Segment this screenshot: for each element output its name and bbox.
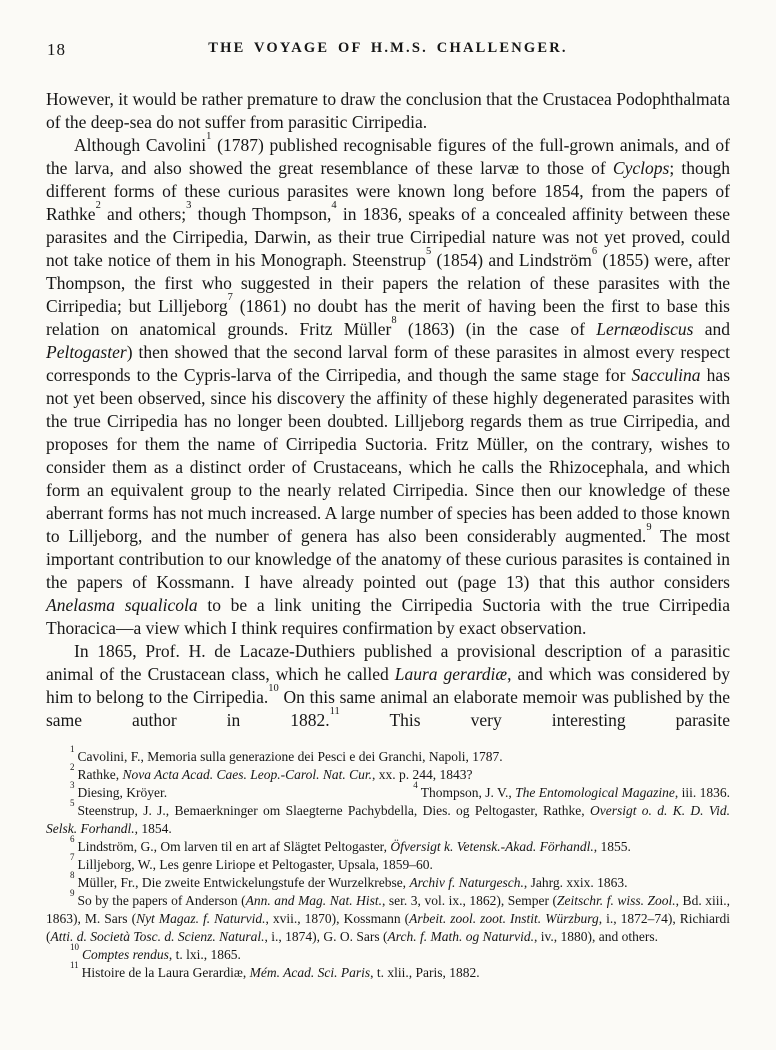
italic-text: Laura gerardiæ	[394, 664, 508, 684]
footnote-6	[70, 833, 631, 854]
page-header	[0, 0, 776, 64]
text-run: (1854) and Lindström	[431, 250, 592, 270]
italic-text: Arch. f. Math. og Naturvid.	[387, 929, 534, 944]
italic-text: Mém. Acad. Sci. Paris	[249, 965, 371, 980]
footnote-11	[70, 959, 480, 980]
footnote-10	[70, 941, 241, 962]
footnote-number: 8	[70, 869, 75, 880]
text-run: So by the papers of Anderson (	[77, 893, 246, 908]
italic-text: Anelasma squalicola	[46, 595, 198, 615]
text-run: and others;	[100, 204, 187, 224]
italic-text: Atti. d. Società Tosc. d. Scienz. Natural.	[50, 929, 265, 944]
text-run: In 1865, Prof. H. de Lacaze-Duthiers published a provisional description of a parasitic animal of the Crustacean class, which he called	[46, 641, 730, 684]
text-run: though Thompson,	[191, 204, 332, 224]
footnote-4	[413, 779, 730, 802]
text-run: Thompson, J. V.,	[420, 785, 516, 800]
footnote-number: 7	[70, 851, 75, 862]
text-run: Diesing, Kröyer.	[77, 785, 168, 800]
text-run: (1863) (in the case of	[396, 319, 597, 339]
footnote-number: 6	[70, 833, 75, 844]
text-run: , Jahrg. xxix. 1863.	[523, 875, 628, 890]
footnote-number: 3	[70, 779, 75, 790]
footnote-number: 9	[70, 887, 75, 898]
italic-text: Sacculina	[631, 365, 701, 385]
text-run: in 1836, speaks of a concealed affinity between these parasites and the Cirripedia, Darwin, as their true Cirripedial nature was not yet proved, could not take notice of them in his Monograph. Steenstrup	[46, 204, 730, 270]
text-run: (1861) no doubt has the merit of having been the first to base this relation on anatomical grounds. Fritz Müller	[46, 296, 730, 339]
text-run: Lilljeborg, W., Les genre Liriope et Peltogaster, Upsala, 1859–60.	[77, 857, 433, 872]
footnotes-section	[0, 743, 776, 982]
italic-text: Lernæodiscus	[596, 319, 694, 339]
text-run: , 1855.	[593, 839, 631, 854]
italic-text: The Entomological Magazine	[515, 785, 675, 800]
text-run: (1855) were, after Thompson, the first who suggested in their papers the relation of these parasites with the Cirripedia; but Lilljeborg	[46, 250, 731, 316]
page-number: 18	[47, 40, 66, 59]
italic-text: Nyt Magaz. f. Naturvid.	[136, 911, 266, 926]
text-run: This very interesting parasite	[339, 710, 730, 730]
text-run: and	[693, 319, 730, 339]
footnote-ref: 11	[329, 706, 340, 718]
footnote-number: 4	[413, 779, 418, 790]
text-run: However, it would be rather premature to draw the conclusion that the Crustacea Podophthalmata of the deep-sea do not suffer from parasitic Cirripedia.	[46, 89, 730, 132]
footnote-ref: 3	[186, 200, 192, 212]
text-run: ; though different forms of these curious parasites were known long before 1854, from the papers of Rathke	[46, 158, 730, 224]
footnote-row	[46, 869, 730, 892]
footnote-ref: 2	[95, 200, 101, 212]
italic-text: Arbeit. zool. zoot. Instit. Würzburg	[409, 911, 599, 926]
text-run: Müller, Fr., Die zweite Entwickelungstufe der Wurzelkrebse,	[77, 875, 410, 890]
text-run: , 1854.	[134, 821, 172, 836]
footnote-row	[46, 743, 730, 766]
footnote-1	[70, 743, 503, 764]
footnote-number: 2	[70, 761, 75, 772]
footnote-9	[46, 887, 731, 944]
text-run: , xvii., 1870), Kossmann (	[265, 911, 410, 926]
footnote-ref: 6	[591, 246, 598, 258]
italic-text: Oversigt o. d. K. D. Vid. Selsk. Forhandl.	[46, 803, 730, 836]
text-run: (1787) published recognisable figures of the full-grown animals, and of the larva, and also showed the great resemblance of these larvæ to those of	[46, 135, 731, 178]
text-run: , i., 1874), G. O. Sars (	[264, 929, 388, 944]
paragraph-2	[46, 131, 731, 640]
text-run: Although Cavolini	[74, 135, 207, 155]
paragraph-3	[46, 640, 730, 732]
text-run: , t. xlii., Paris, 1882.	[370, 965, 480, 980]
italic-text: Peltogaster	[46, 342, 127, 362]
text-run: Steenstrup, J. J., Bemaerkninger om Slaegterne Pachybdella, Dies. og Peltogaster, Rathke,	[77, 803, 590, 818]
footnote-number: 10	[70, 941, 79, 952]
footnote-row	[46, 887, 731, 946]
footnote-row	[46, 761, 730, 784]
footnote-5	[46, 797, 730, 836]
footnote-7	[70, 851, 433, 872]
footnote-8	[70, 869, 628, 890]
text-run: , iii. 1836.	[674, 785, 730, 800]
italic-text: Comptes rendus	[82, 947, 169, 962]
footnote-ref: 8	[391, 315, 397, 327]
footnote-row	[46, 941, 730, 964]
paragraph-1	[46, 88, 730, 134]
text-run: to be a link uniting the Cirripedia Suctoria with the true Cirripedia Thoracica—a view which I think requires confirmation by exact observation.	[46, 595, 730, 638]
running-title: THE VOYAGE OF H.M.S. CHALLENGER.	[208, 40, 568, 56]
text-run: has not yet been observed, since his discovery the affinity of these highly degenerated parasites with the true Cirripedia has no longer been doubted. Lilljeborg regards them as true Cirripedia, and proposes for them the name of Cirripedia Suctoria. Fritz Müller, on the contrary, wishes to consider them as a distinct order of Crustaceans, which he calls the Rhizocephala, and which form an equivalent group to the nearly related Cirripedia. Since then our knowledge of these aberrant forms has not much increased. A large number of species has been added to those known to Lilljeborg, and the number of genera has also been considerably augmented.	[46, 365, 731, 546]
text-run: , Bd. xiii., 1863), M. Sars (	[46, 893, 730, 926]
italic-text: Nova Acta Acad. Caes. Leop.-Carol. Nat. Cur.	[122, 767, 373, 782]
text-run: On this same animal an elaborate memoir was published by the same author in 1882.	[46, 687, 730, 730]
footnote-ref: 5	[425, 246, 432, 258]
text-run: Histoire de la Laura Gerardiæ,	[81, 965, 250, 980]
footnote-ref: 1	[206, 131, 212, 143]
footnote-row	[46, 779, 730, 802]
footnote-row	[46, 797, 730, 838]
footnote-3	[70, 779, 168, 802]
italic-text: Öfversigt k. Vetensk.-Akad. Förhandl.	[390, 839, 594, 854]
text-run: , ser. 3, vol. ix., 1862), Semper (	[382, 893, 558, 908]
text-run: , iv., 1880), and others.	[534, 929, 658, 944]
footnote-row	[46, 851, 730, 874]
footnote-ref: 9	[646, 522, 652, 534]
text-run: Cavolini, F., Memoria sulla generazione dei Pesci e dei Granchi, Napoli, 1787.	[77, 749, 503, 764]
footnote-number: 5	[70, 797, 75, 808]
italic-text: Cyclops	[612, 158, 670, 178]
text-run: , and which was considered by him to belong to the Cirripedia.	[46, 664, 730, 707]
text-run: The most important contribution to our knowledge of the anatomy of these curious parasites is contained in the papers of Kossmann. I have already pointed out (page 13) that this author considers	[46, 526, 730, 592]
text-run: Rathke,	[77, 767, 123, 782]
footnote-ref: 10	[268, 683, 279, 695]
footnote-ref: 4	[331, 200, 337, 212]
text-run: , i., 1872–74), Richiardi (	[46, 911, 731, 944]
footnote-number: 11	[70, 959, 79, 970]
footnote-row	[46, 833, 730, 856]
footnote-row	[46, 959, 730, 982]
footnote-number: 1	[70, 743, 75, 754]
italic-text: Ann. and Mag. Nat. Hist.	[245, 893, 382, 908]
italic-text: Archiv f. Naturgesch.	[409, 875, 524, 890]
italic-text: Zeitschr. f. wiss. Zool.	[557, 893, 676, 908]
footnote-ref: 7	[227, 292, 233, 304]
text-run: , t. lxi., 1865.	[168, 947, 241, 962]
body-text	[0, 88, 776, 732]
text-run: , xx. p. 244, 1843?	[372, 767, 473, 782]
text-run: Lindström, G., Om larven til en art af Slägtet Peltogaster,	[77, 839, 391, 854]
text-run: ) then showed that the second larval form of these parasites in almost every respect corresponds to the Cypris-larva of the Cirripedia, and though the same stage for	[46, 342, 730, 385]
